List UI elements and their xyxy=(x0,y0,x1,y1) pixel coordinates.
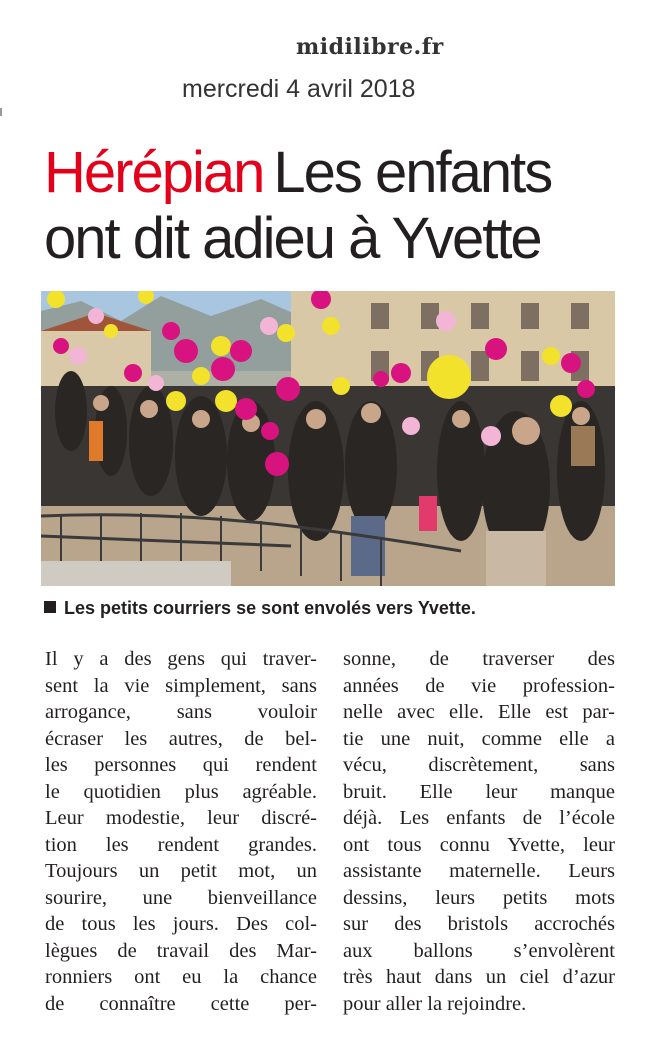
text-line: dessins, leurs petits mots xyxy=(343,886,615,909)
text-line: arrogance, sans vouloir xyxy=(45,701,317,723)
article-column-1 xyxy=(45,646,317,1017)
source-label: midilibre.fr xyxy=(296,34,444,60)
caption-square-icon xyxy=(44,601,56,613)
article-photo xyxy=(41,291,615,586)
publication-date: mercredi 4 avril 2018 xyxy=(182,75,416,103)
article-column-2 xyxy=(343,646,615,1017)
text-line: nelle avec elle. Elle est par- xyxy=(343,701,615,723)
headline-title-line1: Les enfants xyxy=(273,140,552,205)
text-line: écraser les autres, de bel- xyxy=(45,727,317,750)
text-line: pour aller la rejoindre. xyxy=(343,992,527,1015)
text-line: le quotidien plus agréable. xyxy=(45,780,317,803)
text-line: vécu, discrètement, sans xyxy=(343,754,615,776)
photo-caption xyxy=(44,598,476,619)
text-line: assistante maternelle. Leurs xyxy=(343,860,615,882)
text-line: de connaître cette per- xyxy=(45,992,317,1015)
text-line: sourire, une bienveillance xyxy=(45,886,317,909)
text-line: aux ballons s’envolèrent xyxy=(343,939,615,962)
caption-text: Les petits courriers se sont envolés vers Yvette. xyxy=(64,598,476,618)
margin-mark xyxy=(0,108,2,116)
text-line: de tous les jours. Des col- xyxy=(45,913,317,935)
headline-title-line2: ont dit adieu à Yvette xyxy=(44,206,541,271)
headline-kicker: Hérépian xyxy=(44,140,264,205)
text-line: déjà. Les enfants de l’école xyxy=(343,807,615,829)
headline xyxy=(44,140,644,272)
text-line: les personnes qui rendent xyxy=(45,754,317,776)
text-line: sur des bristols accrochés xyxy=(343,913,615,935)
text-line: Il y a des gens qui traver- xyxy=(45,648,317,670)
text-line: très haut dans un ciel d’azur xyxy=(343,966,615,988)
text-line: bruit. Elle leur manque xyxy=(343,780,615,803)
text-line: sonne, de traverser des xyxy=(343,648,615,670)
text-line: sent la vie simplement, sans xyxy=(45,674,317,697)
text-line: tion les rendent grandes. xyxy=(45,833,317,856)
text-line: Toujours un petit mot, un xyxy=(45,860,317,882)
text-line: ont tous connu Yvette, leur xyxy=(343,833,615,856)
text-line: années de vie profession- xyxy=(343,674,615,697)
text-line: tie une nuit, comme elle a xyxy=(343,727,615,750)
text-line: ronniers ont eu la chance xyxy=(45,966,317,988)
text-line: lègues de travail des Mar- xyxy=(45,939,317,962)
text-line: Leur modestie, leur discré- xyxy=(45,807,317,829)
